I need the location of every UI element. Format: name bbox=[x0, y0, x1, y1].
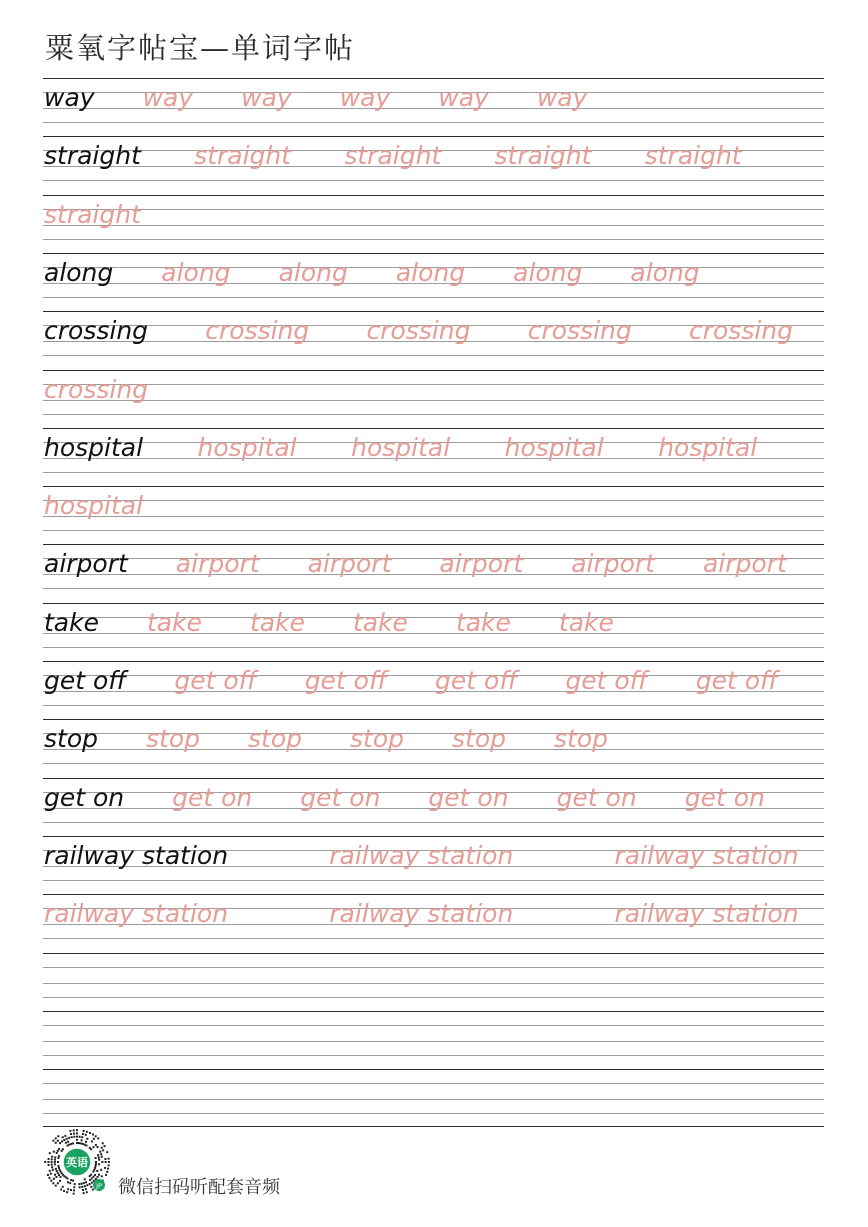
trace-word: hospital bbox=[504, 432, 604, 462]
qr-badge-label: 英语 bbox=[66, 1156, 88, 1169]
guide-line bbox=[43, 239, 824, 240]
row-top-line bbox=[43, 428, 824, 429]
trace-word: along bbox=[278, 257, 348, 287]
trace-word: crossing bbox=[527, 316, 632, 346]
trace-word: way bbox=[142, 83, 194, 112]
trace-word: crossing bbox=[366, 316, 471, 346]
trace-word: stop bbox=[248, 724, 302, 754]
trace-word: get off bbox=[435, 666, 518, 695]
trace-word: stop bbox=[350, 724, 404, 754]
row-top-line bbox=[43, 836, 824, 837]
trace-word: straight bbox=[344, 141, 442, 171]
row-top-line bbox=[43, 78, 824, 79]
trace-word: along bbox=[513, 257, 583, 287]
row-top-line bbox=[43, 311, 824, 312]
model-word: straight bbox=[44, 141, 141, 171]
row-top-line bbox=[43, 544, 824, 545]
trace-word: hospital bbox=[44, 491, 144, 521]
trace-word: airport bbox=[307, 549, 392, 579]
trace-word: get off bbox=[565, 666, 648, 695]
trace-word: hospital bbox=[658, 432, 758, 462]
sheet-bottom-line bbox=[43, 1126, 824, 1127]
trace-word: straight bbox=[494, 141, 592, 171]
trace-word: railway station bbox=[614, 840, 799, 870]
trace-word: get on bbox=[172, 782, 253, 812]
trace-word: take bbox=[146, 607, 202, 637]
guide-line bbox=[43, 530, 824, 531]
trace-word: straight bbox=[644, 141, 742, 171]
guide-line bbox=[43, 997, 824, 998]
trace-word: airport bbox=[571, 549, 655, 579]
row-top-line bbox=[43, 603, 824, 604]
guide-line bbox=[43, 414, 824, 415]
trace-word: take bbox=[558, 607, 614, 637]
trace-word: get off bbox=[174, 666, 257, 695]
qr-corner-label: JP bbox=[96, 1182, 102, 1190]
row-top-line bbox=[43, 486, 824, 487]
row-top-line bbox=[43, 778, 824, 779]
trace-word: stop bbox=[452, 724, 506, 754]
guide-line bbox=[43, 180, 824, 181]
model-word: stop bbox=[44, 724, 98, 754]
model-word: way bbox=[44, 83, 95, 112]
guide-line bbox=[43, 122, 824, 123]
row-top-line bbox=[43, 894, 824, 895]
model-word: take bbox=[44, 607, 99, 637]
trace-word: take bbox=[352, 607, 408, 637]
qr-code-icon bbox=[42, 1127, 112, 1197]
guide-line bbox=[43, 1055, 824, 1056]
trace-word: get on bbox=[300, 782, 381, 812]
trace-word: stop bbox=[146, 724, 200, 754]
guide-line bbox=[43, 880, 824, 881]
row-top-line bbox=[43, 253, 824, 254]
trace-word: railway station bbox=[329, 840, 514, 870]
row-top-line bbox=[43, 136, 824, 137]
trace-word: along bbox=[395, 257, 466, 287]
trace-word: airport bbox=[175, 549, 260, 579]
row-top-line bbox=[43, 1069, 824, 1070]
guide-line bbox=[43, 209, 824, 210]
row-top-line bbox=[43, 953, 824, 954]
trace-word: way bbox=[438, 83, 489, 112]
model-word: hospital bbox=[44, 432, 144, 462]
trace-word: take bbox=[249, 607, 305, 637]
guide-line bbox=[43, 384, 824, 385]
trace-word: get off bbox=[695, 666, 779, 695]
guide-line bbox=[43, 647, 824, 648]
row-top-line bbox=[43, 195, 824, 196]
model-word: airport bbox=[44, 549, 128, 579]
guide-line bbox=[43, 516, 824, 517]
model-word: crossing bbox=[44, 316, 149, 346]
guide-line bbox=[43, 1025, 824, 1026]
model-word: railway station bbox=[44, 840, 229, 870]
trace-word: hospital bbox=[351, 432, 451, 462]
guide-line bbox=[43, 938, 824, 939]
model-word: get on bbox=[44, 782, 125, 812]
guide-line bbox=[43, 472, 824, 473]
page-title: 粟氧字帖宝—单词字帖 bbox=[45, 31, 356, 65]
guide-line bbox=[43, 588, 824, 589]
guide-line bbox=[43, 1041, 824, 1042]
guide-line bbox=[43, 225, 824, 226]
trace-word: hospital bbox=[197, 432, 297, 462]
trace-word: get on bbox=[428, 782, 509, 812]
trace-word: crossing bbox=[688, 316, 794, 346]
row-top-line bbox=[43, 370, 824, 371]
row-top-line bbox=[43, 719, 824, 720]
guide-line bbox=[43, 705, 824, 706]
trace-word: get on bbox=[684, 782, 765, 812]
guide-line bbox=[43, 983, 824, 984]
trace-word: stop bbox=[554, 724, 608, 754]
trace-word: airport bbox=[702, 549, 787, 579]
trace-word: straight bbox=[44, 199, 141, 229]
guide-line bbox=[43, 1099, 824, 1100]
trace-word: crossing bbox=[205, 316, 310, 346]
trace-word: along bbox=[161, 257, 231, 287]
trace-word: take bbox=[455, 607, 511, 637]
model-word: get off bbox=[44, 666, 127, 695]
guide-line bbox=[43, 400, 824, 401]
guide-line bbox=[43, 763, 824, 764]
guide-line bbox=[43, 1113, 824, 1114]
trace-word: way bbox=[241, 83, 292, 112]
trace-word: crossing bbox=[44, 374, 149, 404]
row-top-line bbox=[43, 1011, 824, 1012]
trace-word: railway station bbox=[329, 899, 514, 929]
trace-word: airport bbox=[439, 549, 524, 579]
footer-caption: 微信扫码听配套音频 bbox=[118, 1177, 280, 1198]
trace-word: railway station bbox=[614, 899, 799, 929]
trace-word: way bbox=[536, 83, 588, 112]
trace-word: railway station bbox=[44, 899, 229, 929]
trace-word: straight bbox=[194, 141, 292, 171]
guide-line bbox=[43, 1083, 824, 1084]
guide-line bbox=[43, 967, 824, 968]
model-word: along bbox=[44, 257, 114, 287]
trace-word: way bbox=[339, 83, 391, 112]
handwriting-sheet bbox=[43, 78, 824, 1115]
row-top-line bbox=[43, 661, 824, 662]
guide-line bbox=[43, 500, 824, 501]
guide-line bbox=[43, 822, 824, 823]
trace-word: get off bbox=[304, 666, 388, 695]
guide-line bbox=[43, 355, 824, 356]
trace-word: along bbox=[630, 257, 700, 287]
trace-word: get on bbox=[556, 782, 637, 812]
guide-line bbox=[43, 297, 824, 298]
